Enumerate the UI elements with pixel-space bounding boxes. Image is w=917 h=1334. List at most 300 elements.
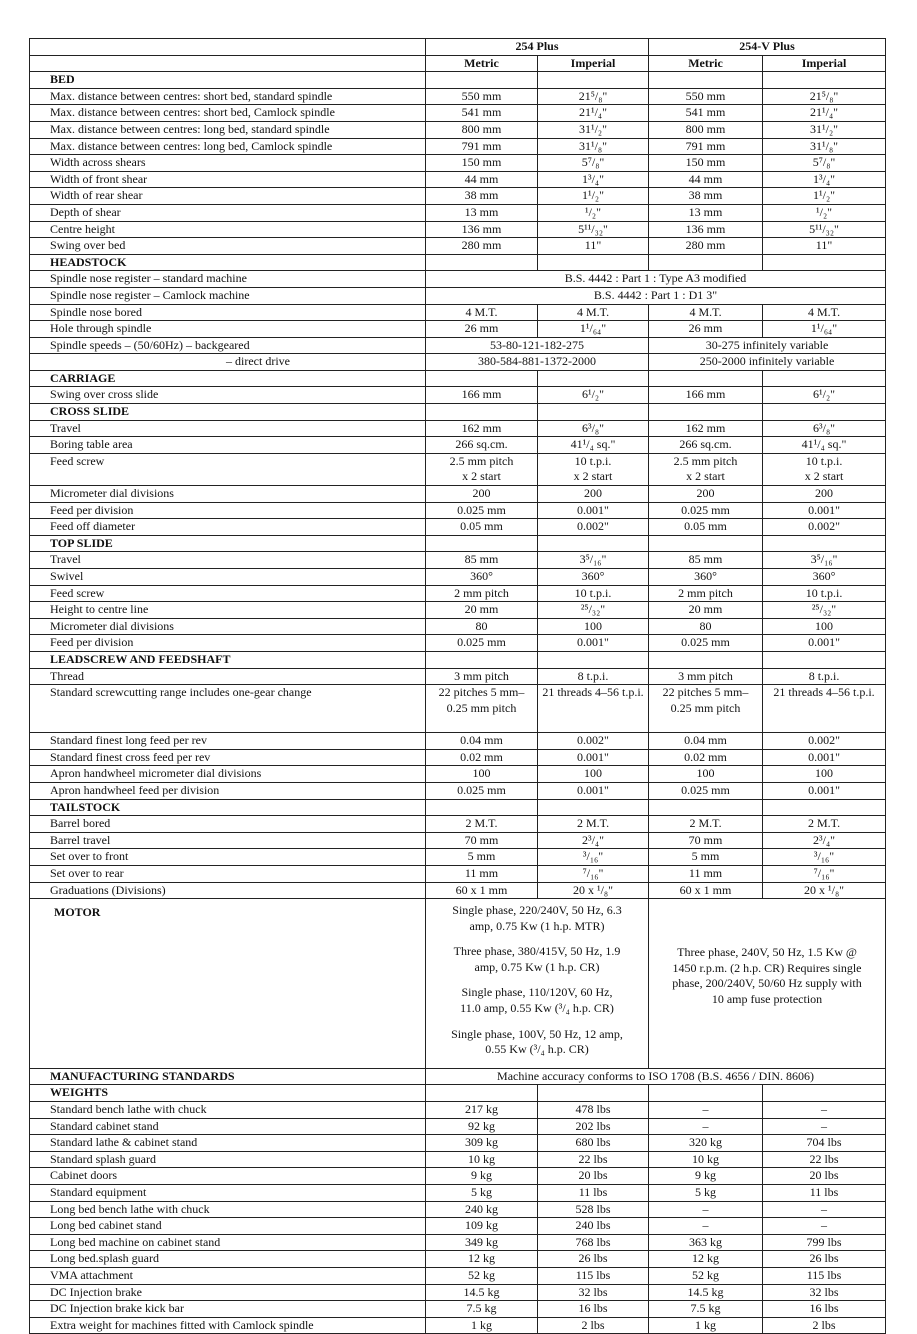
spec-label: Standard equipment — [30, 1185, 426, 1202]
spec-value: 380-584-881-1372-2000 — [426, 354, 649, 371]
spec-label: Max. distance between centres: short bed, Camlock spindle — [30, 105, 426, 122]
spec-value: 20 mm — [649, 602, 763, 619]
section-heading: WEIGHTS — [30, 1085, 426, 1102]
spec-label: Feed off diameter — [30, 519, 426, 536]
empty-cell — [426, 72, 538, 89]
spec-row — [30, 105, 886, 122]
spec-table — [29, 38, 886, 1334]
spec-label: Apron handwheel micrometer dial divisions — [30, 766, 426, 783]
spec-value: 2 M.T. — [426, 816, 538, 833]
spec-value: x 2 start — [763, 469, 886, 485]
section-row — [30, 72, 886, 89]
spec-row — [30, 238, 886, 255]
spec-row — [30, 552, 886, 569]
spec-value: 6³/₈" — [763, 420, 886, 437]
empty-cell — [649, 651, 763, 668]
spec-label: Barrel travel — [30, 832, 426, 849]
motor-option: Single phase, 110/120V, 60 Hz, 11.0 amp, 0.55 Kw (³/₄ h.p. CR) — [460, 985, 614, 1016]
spec-label: Max. distance between centres: long bed, Camlock spindle — [30, 138, 426, 155]
spec-value: 31¹/₈" — [763, 138, 886, 155]
spec-row — [30, 1185, 886, 1202]
spec-value: – — [649, 1102, 763, 1119]
spec-value: 14.5 kg — [426, 1284, 538, 1301]
spec-label: Travel — [30, 552, 426, 569]
spec-value: 21⁵/₈" — [763, 88, 886, 105]
empty-cell — [426, 1085, 538, 1102]
empty-cell — [426, 370, 538, 387]
spec-value: 85 mm — [649, 552, 763, 569]
empty-cell — [426, 404, 538, 421]
spec-row — [30, 188, 886, 205]
spec-value: x 2 start — [649, 469, 763, 485]
spec-value: 3 mm pitch — [649, 668, 763, 685]
spec-value: 5¹¹/₃₂" — [763, 221, 886, 238]
empty-cell — [426, 254, 538, 271]
header-blank-cell — [30, 39, 426, 56]
spec-value: 202 lbs — [538, 1118, 649, 1135]
empty-cell — [649, 1085, 763, 1102]
spec-value: 8 t.p.i. — [763, 668, 886, 685]
spec-value: 10 t.p.i. — [763, 453, 886, 469]
spec-value: – — [763, 1118, 886, 1135]
spec-label: DC Injection brake kick bar — [30, 1301, 426, 1318]
spec-value: 9 kg — [426, 1168, 538, 1185]
spec-value: 9 kg — [649, 1168, 763, 1185]
motor-row — [30, 899, 886, 1069]
spec-value: ³/₁₆" — [538, 849, 649, 866]
spec-value: – — [649, 1201, 763, 1218]
spec-label: Depth of shear — [30, 204, 426, 221]
spec-label: Spindle nose bored — [30, 304, 426, 321]
spec-label: Set over to rear — [30, 865, 426, 882]
spec-value: 10 t.p.i. — [538, 585, 649, 602]
spec-label: Width across shears — [30, 155, 426, 172]
empty-cell — [649, 535, 763, 552]
spec-label: Standard bench lathe with chuck — [30, 1102, 426, 1119]
spec-value: 20 x ¹/₈" — [538, 882, 649, 899]
spec-row — [30, 865, 886, 882]
spec-value: 200 — [649, 486, 763, 503]
spec-value: 1¹/₆₄" — [538, 321, 649, 338]
section-row — [30, 535, 886, 552]
spec-row — [30, 618, 886, 635]
spec-row — [30, 1317, 886, 1334]
spec-value: 349 kg — [426, 1234, 538, 1251]
motor-option: Single phase, 220/240V, 50 Hz, 6.3 amp, 0.75 Kw (1 h.p. MTR) — [452, 903, 622, 933]
spec-value: 363 kg — [649, 1234, 763, 1251]
spec-value: 0.025 mm — [649, 782, 763, 799]
model-header-row — [30, 39, 886, 56]
spec-value: 115 lbs — [763, 1267, 886, 1284]
spec-label: Feed per division — [30, 635, 426, 652]
spec-value: 280 mm — [649, 238, 763, 255]
spec-value: – — [649, 1118, 763, 1135]
spec-row — [30, 304, 886, 321]
spec-value: 166 mm — [426, 387, 538, 404]
spec-label: Apron handwheel feed per division — [30, 782, 426, 799]
spec-value: 22 lbs — [538, 1151, 649, 1168]
spec-value: 150 mm — [426, 155, 538, 172]
spec-value: 70 mm — [649, 832, 763, 849]
empty-cell — [763, 254, 886, 271]
spec-row — [30, 138, 886, 155]
empty-cell — [649, 254, 763, 271]
spec-value: 1¹/₂" — [763, 188, 886, 205]
spec-value: 80 — [426, 618, 538, 635]
spec-value: 1³/₄" — [538, 171, 649, 188]
spec-value: 1¹/₂" — [538, 188, 649, 205]
spec-value: 38 mm — [649, 188, 763, 205]
spec-value: 44 mm — [426, 171, 538, 188]
spec-row — [30, 585, 886, 602]
spec-value: ²⁵/₃₂" — [763, 602, 886, 619]
spec-table-body — [30, 39, 886, 1334]
spec-row — [30, 1135, 886, 1152]
spec-value: 2 lbs — [538, 1317, 649, 1334]
empty-cell — [426, 535, 538, 552]
spec-row — [30, 387, 886, 404]
spec-label: Standard screwcutting range includes one-gear change — [30, 685, 426, 733]
section-row — [30, 404, 886, 421]
spec-value: 26 lbs — [763, 1251, 886, 1268]
spec-value: 3 mm pitch — [426, 668, 538, 685]
spec-label: Travel — [30, 420, 426, 437]
spec-value: 1 kg — [426, 1317, 538, 1334]
spec-row — [30, 816, 886, 833]
spec-value: 1 kg — [649, 1317, 763, 1334]
spec-value: 5⁷/₈" — [538, 155, 649, 172]
spec-value: 11" — [763, 238, 886, 255]
spec-label: Feed screw — [30, 585, 426, 602]
section-heading: CARRIAGE — [30, 370, 426, 387]
section-heading: TOP SLIDE — [30, 535, 426, 552]
spec-value: 100 — [426, 766, 538, 783]
spec-value: 0.002" — [538, 733, 649, 750]
spec-value: 32 lbs — [538, 1284, 649, 1301]
spec-value: 162 mm — [649, 420, 763, 437]
spec-value: – — [649, 1218, 763, 1235]
spec-value: 14.5 kg — [649, 1284, 763, 1301]
spec-value: 2 M.T. — [649, 816, 763, 833]
spec-value: 12 kg — [649, 1251, 763, 1268]
spec-value: 0.001" — [538, 502, 649, 519]
spec-value: 32 lbs — [763, 1284, 886, 1301]
spec-value: – — [763, 1102, 886, 1119]
spec-label: Width of rear shear — [30, 188, 426, 205]
spec-value: 100 — [538, 766, 649, 783]
spec-value: 0.001" — [538, 635, 649, 652]
spec-row — [30, 1284, 886, 1301]
spec-value: ²⁵/₃₂" — [538, 602, 649, 619]
spec-value: 100 — [538, 618, 649, 635]
spec-value: 680 lbs — [538, 1135, 649, 1152]
spec-value: 550 mm — [426, 88, 538, 105]
spec-value: 360° — [649, 569, 763, 586]
spec-value: 13 mm — [649, 204, 763, 221]
spec-value: 0.001" — [763, 635, 886, 652]
spec-value: 11 lbs — [538, 1185, 649, 1202]
spec-value: 52 kg — [649, 1267, 763, 1284]
spec-label: Standard splash guard — [30, 1151, 426, 1168]
spec-value: 100 — [763, 618, 886, 635]
section-row — [30, 651, 886, 668]
spec-label: Width of front shear — [30, 171, 426, 188]
spec-value: 550 mm — [649, 88, 763, 105]
spec-row — [30, 668, 886, 685]
empty-cell — [763, 72, 886, 89]
spec-row — [30, 569, 886, 586]
spec-value: x 2 start — [538, 469, 649, 485]
spec-value: 791 mm — [649, 138, 763, 155]
spec-value: x 2 start — [426, 469, 538, 485]
spec-value: 16 lbs — [763, 1301, 886, 1318]
spec-row — [30, 437, 886, 454]
spec-value: 22 lbs — [763, 1151, 886, 1168]
spec-row — [30, 271, 886, 288]
spec-value: 44 mm — [649, 171, 763, 188]
spec-value: ⁷/₁₆" — [763, 865, 886, 882]
spec-row — [30, 1151, 886, 1168]
spec-value: 0.04 mm — [426, 733, 538, 750]
empty-cell — [763, 1085, 886, 1102]
spec-label: Cabinet doors — [30, 1168, 426, 1185]
section-heading: MOTOR — [30, 899, 426, 1069]
spec-value: 6¹/₂" — [763, 387, 886, 404]
spec-value: 85 mm — [426, 552, 538, 569]
spec-row — [30, 321, 886, 338]
spec-value: 41¹/₄ sq." — [538, 437, 649, 454]
spec-value: 0.025 mm — [649, 635, 763, 652]
spec-value: 0.025 mm — [426, 635, 538, 652]
spec-value: 3⁵/₁₆" — [538, 552, 649, 569]
spec-row — [30, 1251, 886, 1268]
spec-value: 4 M.T. — [426, 304, 538, 321]
spec-label: Feed per division — [30, 502, 426, 519]
spec-value: 21¹/₄" — [763, 105, 886, 122]
spec-value: 0.05 mm — [426, 519, 538, 536]
spec-label: Barrel bored — [30, 816, 426, 833]
spec-label: Centre height — [30, 221, 426, 238]
empty-cell — [763, 651, 886, 668]
spec-value: 0.001" — [538, 749, 649, 766]
spec-value-shared: B.S. 4442 : Part 1 : Type A3 modified — [426, 271, 886, 288]
spec-value: 0.001" — [763, 782, 886, 799]
spec-value: 6¹/₂" — [538, 387, 649, 404]
spec-label: Standard finest cross feed per rev — [30, 749, 426, 766]
spec-label: VMA attachment — [30, 1267, 426, 1284]
spec-value: 360° — [426, 569, 538, 586]
header-blank-cell — [30, 55, 426, 72]
spec-value: 11 mm — [649, 865, 763, 882]
spec-value: 10 t.p.i. — [538, 453, 649, 469]
section-row — [30, 1085, 886, 1102]
spec-value: 0.001" — [763, 749, 886, 766]
spec-value: 53-80-121-182-275 — [426, 337, 649, 354]
spec-row — [30, 287, 886, 304]
spec-value: 200 — [538, 486, 649, 503]
spec-value: 4 M.T. — [763, 304, 886, 321]
spec-row — [30, 1301, 886, 1318]
spec-value: 266 sq.cm. — [649, 437, 763, 454]
spec-row — [30, 155, 886, 172]
spec-value: 0.025 mm — [426, 782, 538, 799]
spec-value: 5 mm — [426, 849, 538, 866]
spec-value: 240 lbs — [538, 1218, 649, 1235]
spec-value: 5¹¹/₃₂" — [538, 221, 649, 238]
spec-label: Standard cabinet stand — [30, 1118, 426, 1135]
empty-cell — [763, 404, 886, 421]
spec-value: 541 mm — [649, 105, 763, 122]
spec-value: 0.002" — [538, 519, 649, 536]
spec-value: 22 pitches 5 mm–0.25 mm pitch — [426, 685, 538, 733]
spec-value: 150 mm — [649, 155, 763, 172]
spec-label: Micrometer dial divisions — [30, 486, 426, 503]
empty-cell — [426, 799, 538, 816]
spec-value: 2 mm pitch — [426, 585, 538, 602]
empty-cell — [538, 254, 649, 271]
section-heading: MANUFACTURING STANDARDS — [30, 1068, 426, 1085]
spec-value: 266 sq.cm. — [426, 437, 538, 454]
spec-value: 8 t.p.i. — [538, 668, 649, 685]
motor-options-254-plus — [426, 899, 649, 1069]
spec-value: 26 mm — [649, 321, 763, 338]
empty-cell — [649, 799, 763, 816]
spec-label: Swing over bed — [30, 238, 426, 255]
spec-label: Thread — [30, 668, 426, 685]
spec-value: ¹/₂" — [538, 204, 649, 221]
spec-value: 704 lbs — [763, 1135, 886, 1152]
spec-row — [30, 354, 886, 371]
spec-value: – — [763, 1218, 886, 1235]
spec-row — [30, 1267, 886, 1284]
spec-value: 0.04 mm — [649, 733, 763, 750]
unit-metric-2: Metric — [649, 55, 763, 72]
section-heading: LEADSCREW AND FEEDSHAFT — [30, 651, 426, 668]
spec-value: 10 kg — [426, 1151, 538, 1168]
spec-value: 31¹/₂" — [538, 121, 649, 138]
spec-value: 13 mm — [426, 204, 538, 221]
spec-value: 800 mm — [649, 121, 763, 138]
spec-value: 320 kg — [649, 1135, 763, 1152]
spec-value: 10 kg — [649, 1151, 763, 1168]
spec-label: Graduations (Divisions) — [30, 882, 426, 899]
spec-value: 6³/₈" — [538, 420, 649, 437]
spec-label: Swivel — [30, 569, 426, 586]
spec-value: 10 t.p.i. — [763, 585, 886, 602]
spec-row — [30, 221, 886, 238]
spec-value: 38 mm — [426, 188, 538, 205]
spec-value: 100 — [763, 766, 886, 783]
spec-label-continued — [30, 469, 426, 485]
spec-value: 0.001" — [763, 502, 886, 519]
spec-value: 2 lbs — [763, 1317, 886, 1334]
spec-value: 1¹/₆₄" — [763, 321, 886, 338]
spec-label: Height to centre line — [30, 602, 426, 619]
spec-row — [30, 635, 886, 652]
spec-value: 136 mm — [426, 221, 538, 238]
spec-value: 791 mm — [426, 138, 538, 155]
spec-value: 31¹/₈" — [538, 138, 649, 155]
empty-cell — [538, 535, 649, 552]
spec-value: 41¹/₄ sq." — [763, 437, 886, 454]
spec-row — [30, 171, 886, 188]
spec-value: 16 lbs — [538, 1301, 649, 1318]
spec-row — [30, 1168, 886, 1185]
spec-label: Standard lathe & cabinet stand — [30, 1135, 426, 1152]
spec-value: 20 mm — [426, 602, 538, 619]
spec-value: 22 pitches 5 mm–0.25 mm pitch — [649, 685, 763, 733]
empty-cell — [763, 370, 886, 387]
spec-value: 30-275 infinitely variable — [649, 337, 886, 354]
spec-label: Spindle nose register – standard machine — [30, 271, 426, 288]
spec-value: 280 mm — [426, 238, 538, 255]
spec-row — [30, 882, 886, 899]
empty-cell — [538, 1085, 649, 1102]
spec-value: 12 kg — [426, 1251, 538, 1268]
spec-row — [30, 849, 886, 866]
spec-label: Hole through spindle — [30, 321, 426, 338]
spec-label: Max. distance between centres: short bed, standard spindle — [30, 88, 426, 105]
spec-value: 360° — [538, 569, 649, 586]
spec-row — [30, 337, 886, 354]
section-heading: BED — [30, 72, 426, 89]
spec-value: 0.025 mm — [426, 502, 538, 519]
unit-imperial-2: Imperial — [763, 55, 886, 72]
spec-row — [30, 1068, 886, 1085]
spec-value: 5⁷/₈" — [763, 155, 886, 172]
spec-value: 5 kg — [426, 1185, 538, 1202]
spec-value: 1³/₄" — [763, 171, 886, 188]
spec-value: 60 x 1 mm — [426, 882, 538, 899]
spec-label: Extra weight for machines fitted with Camlock spindle — [30, 1317, 426, 1334]
spec-row — [30, 1201, 886, 1218]
spec-label: Long bed.splash guard — [30, 1251, 426, 1268]
spec-value: 31¹/₂" — [763, 121, 886, 138]
spec-value: 0.001" — [538, 782, 649, 799]
spec-value: 7.5 kg — [426, 1301, 538, 1318]
spec-value: 0.02 mm — [426, 749, 538, 766]
spec-value: 109 kg — [426, 1218, 538, 1235]
spec-value: 115 lbs — [538, 1267, 649, 1284]
spec-row — [30, 782, 886, 799]
spec-row — [30, 749, 886, 766]
spec-row — [30, 121, 886, 138]
spec-label: Long bed cabinet stand — [30, 1218, 426, 1235]
spec-value: 2 M.T. — [763, 816, 886, 833]
spec-value: 92 kg — [426, 1118, 538, 1135]
spec-value: 360° — [763, 569, 886, 586]
spec-label: Spindle speeds – (50/60Hz) – backgeared — [30, 337, 426, 354]
section-heading: HEADSTOCK — [30, 254, 426, 271]
unit-header-row — [30, 55, 886, 72]
spec-value: 20 lbs — [538, 1168, 649, 1185]
empty-cell — [538, 651, 649, 668]
spec-value: 162 mm — [426, 420, 538, 437]
spec-value: 217 kg — [426, 1102, 538, 1119]
spec-value: 2 M.T. — [538, 816, 649, 833]
spec-value: 20 x ¹/₈" — [763, 882, 886, 899]
spec-label: Boring table area — [30, 437, 426, 454]
spec-row — [30, 486, 886, 503]
section-heading: TAILSTOCK — [30, 799, 426, 816]
motor-option: Three phase, 380/415V, 50 Hz, 1.9 amp, 0.75 Kw (1 h.p. CR) — [453, 944, 621, 974]
spec-value: 11 mm — [426, 865, 538, 882]
spec-value: 2 mm pitch — [649, 585, 763, 602]
spec-value: 250-2000 infinitely variable — [649, 354, 886, 371]
empty-cell — [649, 370, 763, 387]
empty-cell — [649, 404, 763, 421]
spec-row — [30, 766, 886, 783]
